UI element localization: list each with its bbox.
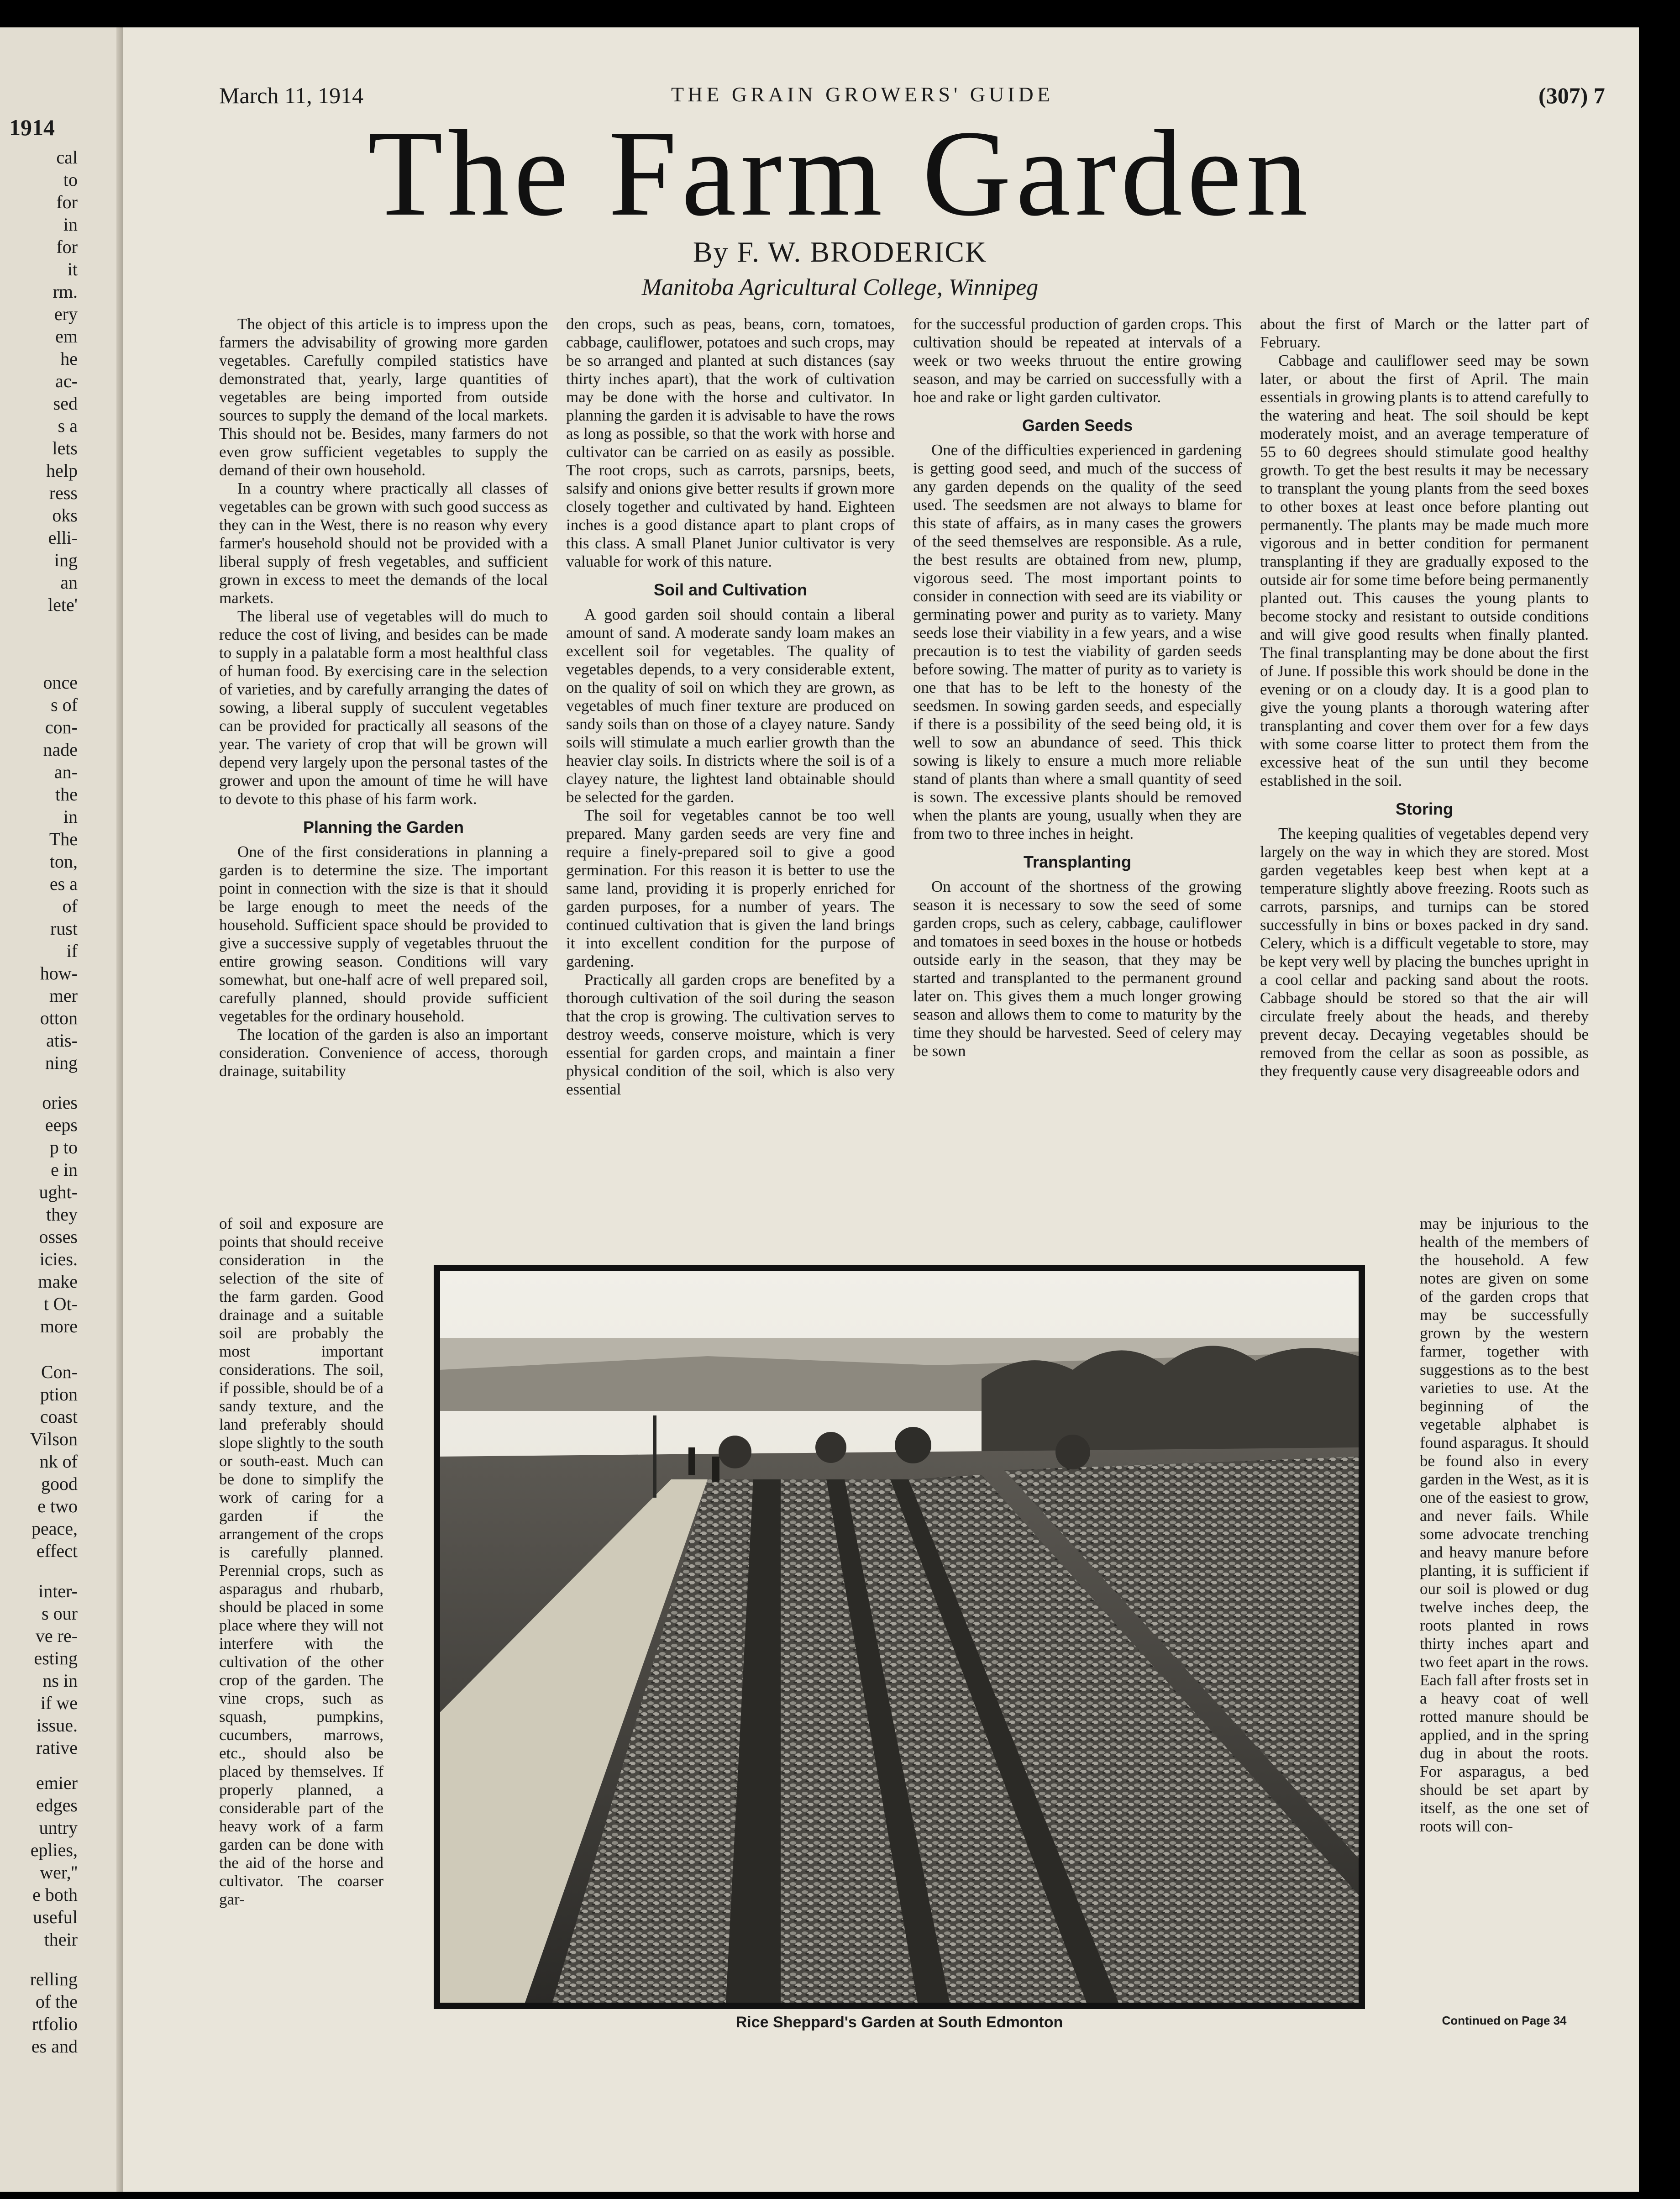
facing-page-text-fragment: more <box>40 1316 78 1336</box>
facing-page-fragments-5 <box>34 1580 78 1759</box>
article-byline: By F. W. BRODERICK <box>693 236 987 268</box>
paragraph: Cabbage and cauliflower seed may be sown later, or about the first of April. The main essentials in growing plants is to attend carefully to the watering and heat. The soil should be kept moderately moist, and an average temperature of 55 to 60 degrees should stimulate good healthy growth. To get the best results it may be necessary to transplant the young plants from the seed boxes to other boxes at least once before planting out permanently. The plants may be made much more vigorous and in better condition for permanent transplanting if they are gradually exposed to the outside air for some time before being permanently planted out. This causes the young plants to become stocky and resistant to outside conditions and will give good results when finally planted. The final transplanting may be done about the first of June. If possible this work should be done in the evening or on a cloudy day. It is a good plan to give the young plants a thorough watering after transplanting and cover them over for a few days with some coarse litter to protect them from the excessive heat of the sun until they become established in the soil. <box>1260 352 1589 789</box>
article-column-1 <box>219 315 548 1080</box>
facing-page-text-fragment: once <box>43 672 78 693</box>
facing-page-text-fragment: ing <box>54 550 78 570</box>
facing-page-text-fragment: em <box>55 326 78 347</box>
facing-page-text-fragment: ress <box>49 483 78 503</box>
article-column-4-narrow <box>1420 1215 1589 1836</box>
paragraph: The location of the garden is also an important consideration. Convenience of access, thorough drainage, suitability <box>219 1026 548 1080</box>
facing-page-text-fragment: to <box>63 169 78 190</box>
facing-page-text-fragment: otton <box>40 1008 78 1028</box>
paragraph: In a country where practically all classes of vegetables can be grown with such good success as they can in the West, there is no reason why every farmer's household should not be provided with a liberal supply of fresh vegetables, and sufficient grown in excess to meet the demands of the local markets. <box>219 479 548 607</box>
facing-page-text-fragment: icies. <box>39 1249 78 1269</box>
facing-page-text-fragment: s our <box>42 1603 78 1624</box>
facing-page-fragments-low <box>38 1091 78 1337</box>
facing-page-text-fragment: lets <box>52 438 78 458</box>
facing-page-text-fragment: eplies, <box>30 1840 78 1860</box>
paragraph: One of the difficulties experienced in gardening is getting good seed, and much of the success of any garden depends on the quality of the seed used. The seedsmen are not always to blame for this state of affairs, as in many cases the growers of the seed themselves are responsible. As a rule, the best results are obtained from new, plump, vigorous seed. The most important points to consider in connection with seed are its viability or germinating power and purity as to variety. Many seeds lose their viability in a few years, and a wise precaution is to test the viability of garden seeds before sowing. The matter of purity as to variety is one that has to be left to the honesty of the seedsmen. In sowing garden seeds, and especially if there is a possibility of the seed being old, it is well to sow an abundance of seed. This thick sowing is likely to ensure a much more reliable stand of plants than where a small quantity of seed is sown. The excessive plants should be removed when the plants are young, usually when they are from two to three inches in height. <box>913 441 1242 842</box>
facing-page-text-fragment: it <box>67 259 78 279</box>
facing-page-text-fragment: help <box>46 460 78 481</box>
facing-page-text-fragment: atis- <box>46 1030 78 1051</box>
facing-page-text-fragment: if <box>66 941 78 961</box>
facing-page-text-fragment: s a <box>58 416 78 436</box>
facing-page-text-fragment: ac- <box>55 371 78 391</box>
facing-page-text-fragment: esting <box>34 1648 78 1668</box>
facing-page-text-fragment: sed <box>53 393 78 414</box>
facing-page-text-fragment: t Ot- <box>43 1294 78 1314</box>
facing-page-fragments-6 <box>31 1772 78 1951</box>
facing-page-text-fragment: their <box>44 1929 78 1950</box>
facing-page-fragments-7 <box>30 1968 78 2057</box>
facing-page-text-fragment: mer <box>49 985 78 1006</box>
continued-note: Continued on Page 34 <box>1442 2014 1567 2027</box>
facing-page-text-fragment: they <box>46 1204 78 1225</box>
facing-page-fragments-4 <box>30 1361 78 1562</box>
garden-photo <box>434 1265 1365 2009</box>
facing-page-text-fragment: nk of <box>39 1451 78 1472</box>
facing-page-text-fragment: if we <box>40 1693 78 1713</box>
facing-page-text-fragment: ories <box>42 1092 78 1113</box>
paragraph: Practically all garden crops are benefited by a thorough cultivation of the soil during the season that the crop is growing. The cultivation serves to destroy weeds, conserve moisture, which is very essential for garden crops, and maintain a finer physical condition of the soil, which is also very essential <box>566 971 895 1098</box>
article-column-1-narrow <box>219 1215 383 1909</box>
facing-page-text-fragment: how- <box>40 963 78 984</box>
facing-page-text-fragment: effect <box>36 1541 78 1561</box>
facing-page-text-fragment: oks <box>52 505 78 526</box>
facing-page-year: 1914 <box>9 115 55 140</box>
facing-page-text-fragment: rtfolio <box>32 2014 78 2034</box>
facing-page-text-fragment: wer,'' <box>40 1862 78 1883</box>
paragraph: The liberal use of vegetables will do much to reduce the cost of living, and besides can be made to supply in a palatable form a most healthful class of human food. By exercising care in the selection of varieties, and by carefully arranging the dates of sowing, a liberal supply of succulent vegetables can be provided for practically all seasons of the year. The variety of crop that will be grown will depend very largely upon the personal tastes of the grower and upon the amount of time he will have to devote to this phase of his farm work. <box>219 607 548 808</box>
facing-page-text-fragment: an- <box>54 762 78 782</box>
facing-page-text-fragment: in <box>63 806 78 827</box>
paragraph: A good garden soil should contain a liberal amount of sand. A moderate sandy loam makes an excellent soil for vegetables. The quality of vegetables depends, to a very considerable extent, on the quality of soil on which they are grown, as vegetables of much finer texture are produced on sandy soils than on those of a clayey nature. Sandy soils will stimulate a much earlier growth than the heavier clay soils. In districts where the soil is of a clayey nature, the lightest land obtainable should be selected for the garden. <box>566 605 895 806</box>
facing-page-text-fragment: e in <box>51 1159 78 1180</box>
facing-page-text-fragment: in <box>63 214 78 235</box>
facing-page-text-fragment: ery <box>54 304 78 324</box>
article-column-4 <box>1260 315 1589 1080</box>
publication-name: THE GRAIN GROWERS' GUIDE <box>671 83 1054 106</box>
page-number: (307) 7 <box>1538 83 1605 108</box>
facing-page-text-fragment: untry <box>39 1817 78 1838</box>
facing-page-text-fragment: an <box>60 572 78 593</box>
facing-page-text-fragment: good <box>41 1473 78 1494</box>
paragraph: about the first of March or the latter part of February. <box>1260 315 1589 351</box>
facing-page-text-fragment: es a <box>49 873 78 894</box>
facing-page-text-fragment: ve re- <box>35 1626 78 1646</box>
facing-page-text-fragment: ns in <box>42 1670 78 1691</box>
facing-page-text-fragment: ton, <box>49 851 78 872</box>
paragraph: for the successful production of garden crops. This cultivation should be repeated at intervals of a week or two weeks thruout the entire growing season, and may be carried on successfully with a hoe and rake or light garden cultivator. <box>913 315 1242 406</box>
facing-page-text-fragment: osses <box>39 1226 78 1247</box>
facing-page-text-fragment: eeps <box>45 1115 78 1135</box>
section-heading-transplanting: Transplanting <box>1023 852 1132 871</box>
facing-page-text-fragment: Con- <box>41 1362 78 1382</box>
paragraph: den crops, such as peas, beans, corn, tomatoes, cabbage, cauliflower, potatoes and such crops, may be so arranged and planted at such distances (say thirty inches apart), that the work of cultivation may be done with the horse and cultivator. In planning the garden it is advisable to have the rows as long as possible, so that the work with horse and cultivator can be carried on as easily as possible. The root crops, such as carrots, parsnips, beets, salsify and onions give better results if grown more closely together and cultivated by hand. Eighteen inches is a good distance apart to plant crops of this class. A small Planet Junior cultivator is very valuable for work of this nature. <box>566 315 895 570</box>
facing-page-text-fragment: rative <box>36 1737 78 1758</box>
article-title: The Farm Garden <box>368 105 1312 242</box>
paragraph: One of the first considerations in planning a garden is to determine the size. The important point in connection with the size is that it should be large enough to meet the needs of the household. Sufficient space should be provided to give a successive supply of vegetables thruout the entire growing season. Conditions will vary somewhat, but one-half acre of well prepared soil, carefully planned, should provide sufficient vegetables for the ordinary household. <box>219 843 548 1025</box>
facing-page-text-fragment: make <box>38 1271 78 1292</box>
facing-page-text-fragment: emier <box>36 1773 78 1793</box>
facing-page-text-fragment: rust <box>50 918 78 939</box>
facing-page-text-fragment: e two <box>37 1496 78 1516</box>
facing-page-text-fragment: of the <box>35 1991 78 2012</box>
facing-page-text-fragment: relling <box>30 1969 78 1989</box>
facing-page-text-fragment: ught- <box>39 1182 78 1202</box>
facing-page-text-fragment: inter- <box>38 1581 78 1601</box>
paragraph: may be injurious to the health of the members of the household. A few notes are given on some of the garden crops that may be successfully grown by the western farmer, together with suggestions as to the best varieties to use. At the beginning of the vegetable alphabet is found asparagus. It should be found also in every garden in the West, as it is one of the easiest to grow, and never fails. While some advocate trenching and heavy manure before planting, it is sufficient if our soil is plowed or dug twelve inches deep, the roots planted in rows thirty inches apart and two feet apart in the rows. Each fall after frosts set in a heavy coat of well rotted manure should be applied, and in the spring dug in about the roots. For asparagus, a bed should be set apart by itself, as the one set of roots will con- <box>1420 1215 1589 1835</box>
section-heading-planning: Planning the Garden <box>303 818 464 836</box>
paragraph: The keeping qualities of vegetables depend very largely on the way in which they are stored. Most garden vegetables keep best when kept at a temperature slightly above freezing. Roots such as carrots, parsnips, and turnips can be stored successfully in bins or boxes packed in dry sand. Celery, which is a difficult vegetable to store, may be kept very well by placing the bunches upright in a cool cellar and packing sand about the roots. Cabbage should be stored so that the air will circulate freely about the heads, and thereby prevent decay. Decaying vegetables should be removed from the cellar as soon as possible, as they frequently cause very disagreeable odors and <box>1260 825 1589 1080</box>
article-column-2 <box>566 315 895 1099</box>
section-heading-soil: Soil and Cultivation <box>653 580 807 599</box>
facing-page-text-fragment: Vilson <box>30 1429 78 1449</box>
facing-page-fragments-mid <box>40 671 78 1074</box>
facing-page-text-fragment: ning <box>45 1052 78 1073</box>
facing-page-text-fragment: p to <box>49 1137 78 1157</box>
paragraph: of soil and exposure are points that should receive consideration in the selection of the site of the farm garden. Good drainage and a suitable soil are probably the most important considerations. The soil, if possible, should be of a sandy texture, and the land preferably should slope slightly to the south or south-east. Much can be done to simplify the work of caring for a garden if the arrangement of the crops is carefully planned. Perennial crops, such as asparagus and rhubarb, should be placed in some place where they will not interfere with the cultivation of the other crop of the garden. The vine crops, such as squash, pumpkins, cucumbers, marrows, etc., should also be placed by themselves. If properly planned, a considerable part of the heavy work of a farm garden can be done with the aid of the horse and cultivator. The coarser gar- <box>219 1215 383 1908</box>
facing-page-text-fragment: nade <box>43 739 78 760</box>
facing-page-text-fragment: es and <box>31 2036 78 2057</box>
facing-page-text-fragment: issue. <box>37 1715 78 1736</box>
facing-page-text-fragment: of <box>62 896 78 916</box>
facing-page-text-fragment: con- <box>45 717 78 737</box>
facing-page-text-fragment: elli- <box>48 527 78 548</box>
facing-page-text-fragment: coast <box>40 1406 78 1427</box>
facing-page-text-fragment: for <box>56 192 78 212</box>
paragraph: On account of the shortness of the growing season it is necessary to sow the seed of some garden crops, such as celery, cabbage, cauliflower and tomatoes in seed boxes in the house or hotbeds outside early in the season, that they may be started and transplanted to the permanent ground later on. This gives them a much longer growing season and allows them to come to maturity by the time they should be harvested. Seed of celery may be sown <box>913 878 1242 1060</box>
facing-page-text-fragment: ption <box>40 1384 78 1405</box>
facing-page-text-fragment: s of <box>51 694 78 715</box>
facing-page-text-fragment: peace, <box>31 1518 78 1539</box>
facing-page-text-fragment: cal <box>56 147 78 168</box>
article-column-3 <box>913 315 1242 1060</box>
facing-page-text-fragment: for <box>56 237 78 257</box>
facing-page-text-fragment: edges <box>36 1795 78 1815</box>
section-heading-storing: Storing <box>1396 800 1453 818</box>
facing-page-text-fragment: he <box>60 348 78 369</box>
photo-caption: Rice Sheppard's Garden at South Edmonton <box>735 2014 1063 2031</box>
facing-page-text-fragment: rm. <box>52 281 78 302</box>
issue-date: March 11, 1914 <box>219 83 364 108</box>
facing-page-text-fragment: lete' <box>48 594 78 615</box>
facing-page-text-fragment: The <box>49 829 78 849</box>
paragraph: The object of this article is to impress upon the farmers the advisability of growing more garden vegetables. Carefully compiled statistics have demonstrated that, yearly, large quantities of vegetables are being imported from outside sources to supply the demand of the local markets. This should not be. Besides, many farmers do not even grow sufficient vegetables to supply the demand of their own household. <box>219 315 548 479</box>
facing-page-text-fragment: the <box>55 784 78 805</box>
author-affiliation: Manitoba Agricultural College, Winnipeg <box>641 274 1039 300</box>
section-heading-seeds: Garden Seeds <box>1022 416 1133 435</box>
facing-page-text-fragment: useful <box>33 1907 78 1927</box>
paragraph: The soil for vegetables cannot be too well prepared. Many garden seeds are very fine and require a finely-prepared soil to give a good germination. For this reason it is better to use the same land, providing it is properly enriched for garden purposes, for a number of years. The continued cultivation that is given the land brings it into excellent condition for the purpose of gardening. <box>566 806 895 970</box>
facing-page-text-fragment: e both <box>32 1884 78 1905</box>
